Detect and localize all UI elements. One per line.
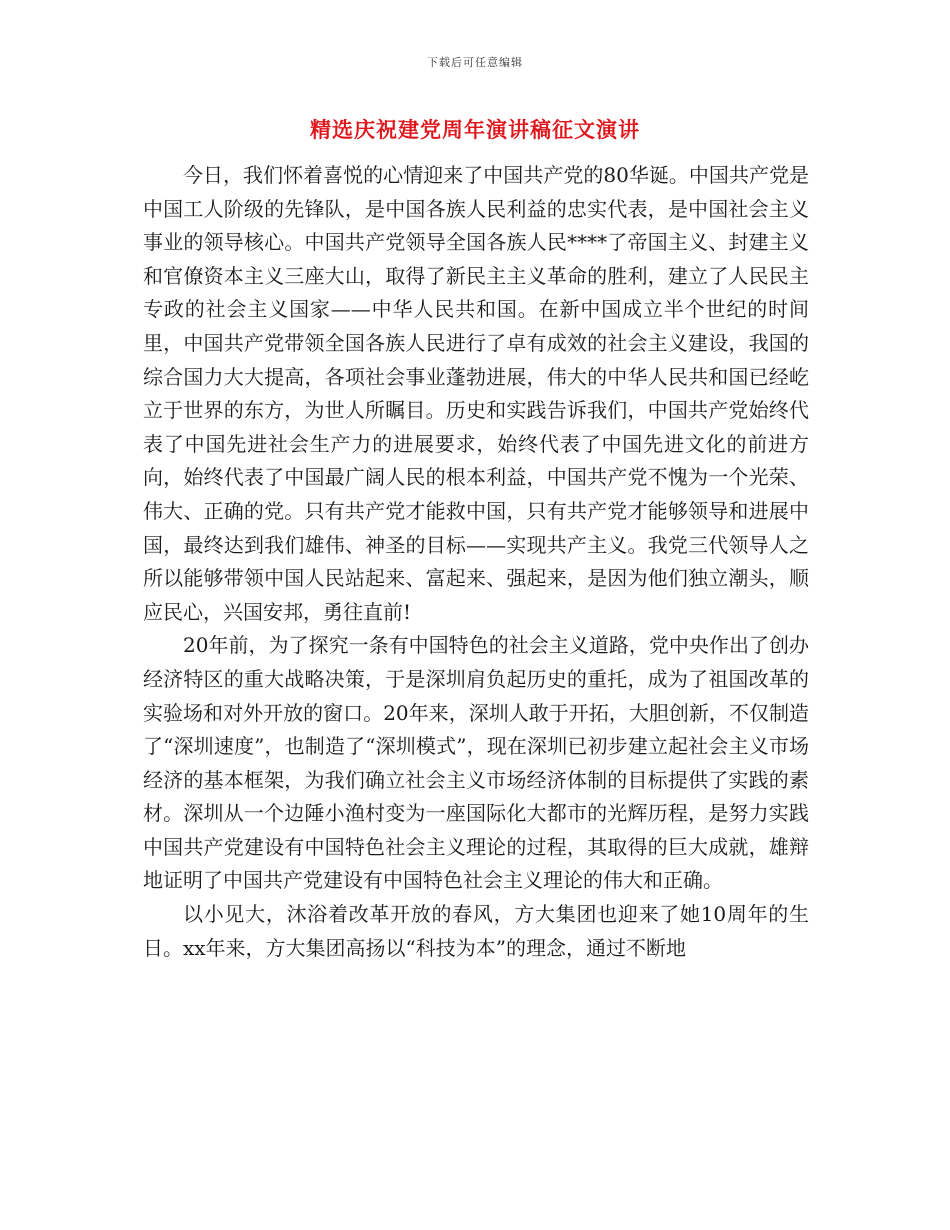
document-body [143,159,809,965]
header-note: 下载后可任意编辑 [427,56,523,69]
paragraph-2: 20年前，为了探究一条有中国特色的社会主义道路，党中央作出了创办经济特区的重大战略决策，于是深圳肩负起历史的重托，成为了祖国改革的实验场和对外开放的窗口。20年来，深圳人敢于开拓，大胆创新，不仅制造了“深圳速度”，也制造了“深圳模式”，现在深圳已初步建立起社会主义市场经济的基本框架，为我们确立社会主义市场经济体制的目标提供了实践的素材。深圳从一个边陲小渔村变为一座国际化大都市的光辉历程，是努力实践中国共产党建设有中国特色社会主义理论的过程，其取得的巨大成就，雄辩地证明了中国共产党建设有中国特色社会主义理论的伟大和正确。 [143,633,809,893]
paragraph-1: 今日，我们怀着喜悦的心情迎来了中国共产党的80华诞。中国共产党是中国工人阶级的先锋队，是中国各族人民利益的忠实代表，是中国社会主义事业的领导核心。中国共产党领导全国各族人民****了帝国主义、封建主义和官僚资本主义三座大山，取得了新民主主义革命的胜利，建立了人民民主专政的社会主义国家——中华人民共和国。在新中国成立半个世纪的时间里，中国共产党带领全国各族人民进行了卓有成效的社会主义建设，我国的综合国力大大提高，各项社会事业蓬勃进展，伟大的中华人民共和国已经屹立于世界的东方，为世人所瞩目。历史和实践告诉我们，中国共产党始终代表了中国先进社会生产力的进展要求，始终代表了中国先进文化的前进方向，始终代表了中国最广阔人民的根本利益，中国共产党不愧为一个光荣、伟大、正确的党。只有共产党才能救中国，只有共产党才能够领导和进展中国，最终达到我们雄伟、神圣的目标——实现共产主义。我党三代领导人之所以能够带领中国人民站起来、富起来、强起来，是因为他们独立潮头，顺应民心，兴国安邦，勇往直前! [143,163,809,624]
document-title: 精选庆祝建党周年演讲稿征文演讲 [310,118,640,142]
paragraph-3: 以小见大，沐浴着改革开放的春风，方大集团也迎来了她10周年的生日。xx年来，方大集团高扬以“科技为本”的理念，通过不断地 [143,902,809,960]
